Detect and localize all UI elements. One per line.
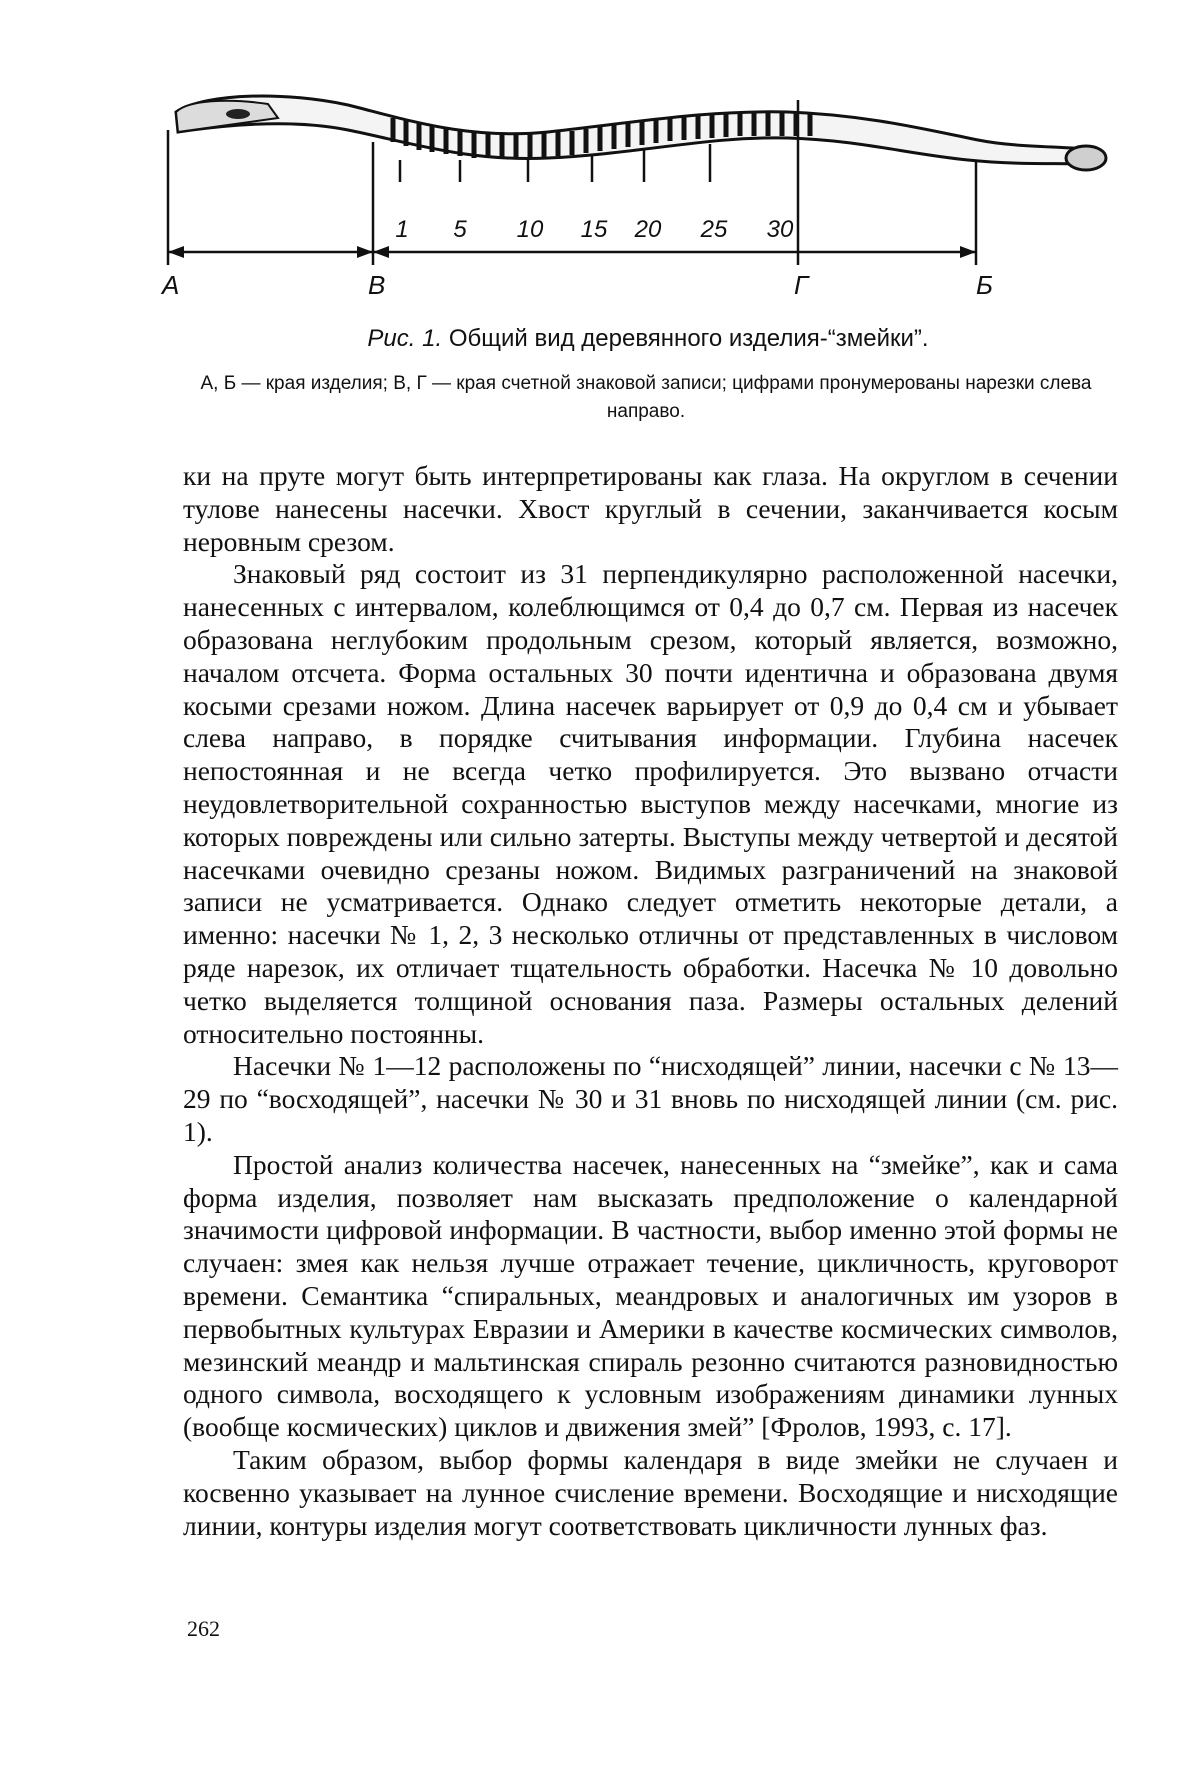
page-number: 262: [187, 1616, 220, 1641]
snake-eye: [226, 109, 250, 119]
body-text: [183, 460, 1118, 1542]
paragraph: Простой анализ количества насечек, нанесенных на “змейке”, как и сама форма изделия, позволяет нам высказать предположение о календарной значимости цифровой информации. В частности, выбор именно этой формы не случаен: змея как нельзя лучше отражает течение, цикличность, круговорот времени. Семантика “спиральных, меандровых и аналогичных им узоров в первобытных культурах Евразии и Америки в качестве космических символов, мезинский меандр и мальтинская спираль резонно считаются разновидностью одного символа, восходящего к условным изображениям динамики лунных (вообще космических) циклов и движения змей” [Фролов, 1993, с. 17].: [183, 1148, 1118, 1443]
label-v: В: [368, 270, 386, 300]
tick-label-1: 1: [395, 216, 409, 243]
figure-caption-title: [168, 325, 1128, 353]
figure-caption-body: А, Б — края изделия; В, Г — края счетной знаковой записи; цифрами пронумерованы нарезки слева направо.: [200, 373, 1092, 422]
snake-body: [176, 96, 1098, 165]
paragraph: ки на пруте могут быть интерпретированы как глаза. На округлом в сечении тулове нанесены насечки. Хвост круглый в сечении, заканчивается косым неровным срезом.: [183, 460, 1118, 557]
label-b: Б: [976, 270, 993, 300]
figure-caption-text: Общий вид деревянного изделия-“змейки”.: [448, 325, 929, 352]
label-g: Г: [794, 270, 809, 300]
paragraph: Таким образом, выбор формы календаря в виде змейки не случаен и косвенно указывает на лунное счисление времени. Восходящие и нисходящие линии, контуры изделия могут соответствовать цикличности лунных фаз.: [183, 1443, 1118, 1541]
paragraph: Насечки № 1—12 расположены по “нисходящей” линии, насечки с № 13—29 по “восходящей”, насечки № 30 и 31 вновь по нисходящей линии (см. рис. 1).: [183, 1050, 1118, 1147]
tick-label-25: 25: [700, 216, 728, 243]
tick-label-10: 10: [516, 216, 544, 243]
tick-label-20: 20: [634, 216, 662, 243]
snake-tail: [1066, 146, 1106, 170]
label-a: А: [162, 270, 180, 300]
tick-label-15: 15: [580, 216, 608, 243]
paragraph: Знаковый ряд состоит из 31 перпендикулярно расположенной насечки, нанесенных с интервалом, колеблющимся от 0,4 до 0,7 см. Первая из насечек образована неглубоким продольным срезом, который является, возможно, началом отсчета. Форма остальных 30 почти идентична и образована двумя косыми срезами ножом. Длина насечек варьирует от 0,9 до 0,4 см и убывает слева направо, в порядке считывания информации. Глубина насечек непостоянная и не всегда четко профилируется. Это вызвано отчасти неудовлетворительной сохранностью выступов между насечками, многие из которых повреждены или сильно затерты. Выступы между четвертой и десятой насечками очевидно срезаны ножом. Видимых разграничений на знаковой записи не усматривается. Однако следует отметить некоторые детали, а именно: насечки № 1, 2, 3 несколько отличны от представленных в числовом ряде нарезок, их отличает тщательность обработки. Насечка № 10 довольно четко выделяется толщиной основания паза. Размеры остальных делений относительно постоянны.: [183, 558, 1118, 1049]
figure-caption-prefix: Рис. 1.: [367, 325, 443, 352]
tick-label-30: 30: [766, 216, 794, 243]
tick-label-5: 5: [453, 216, 467, 243]
